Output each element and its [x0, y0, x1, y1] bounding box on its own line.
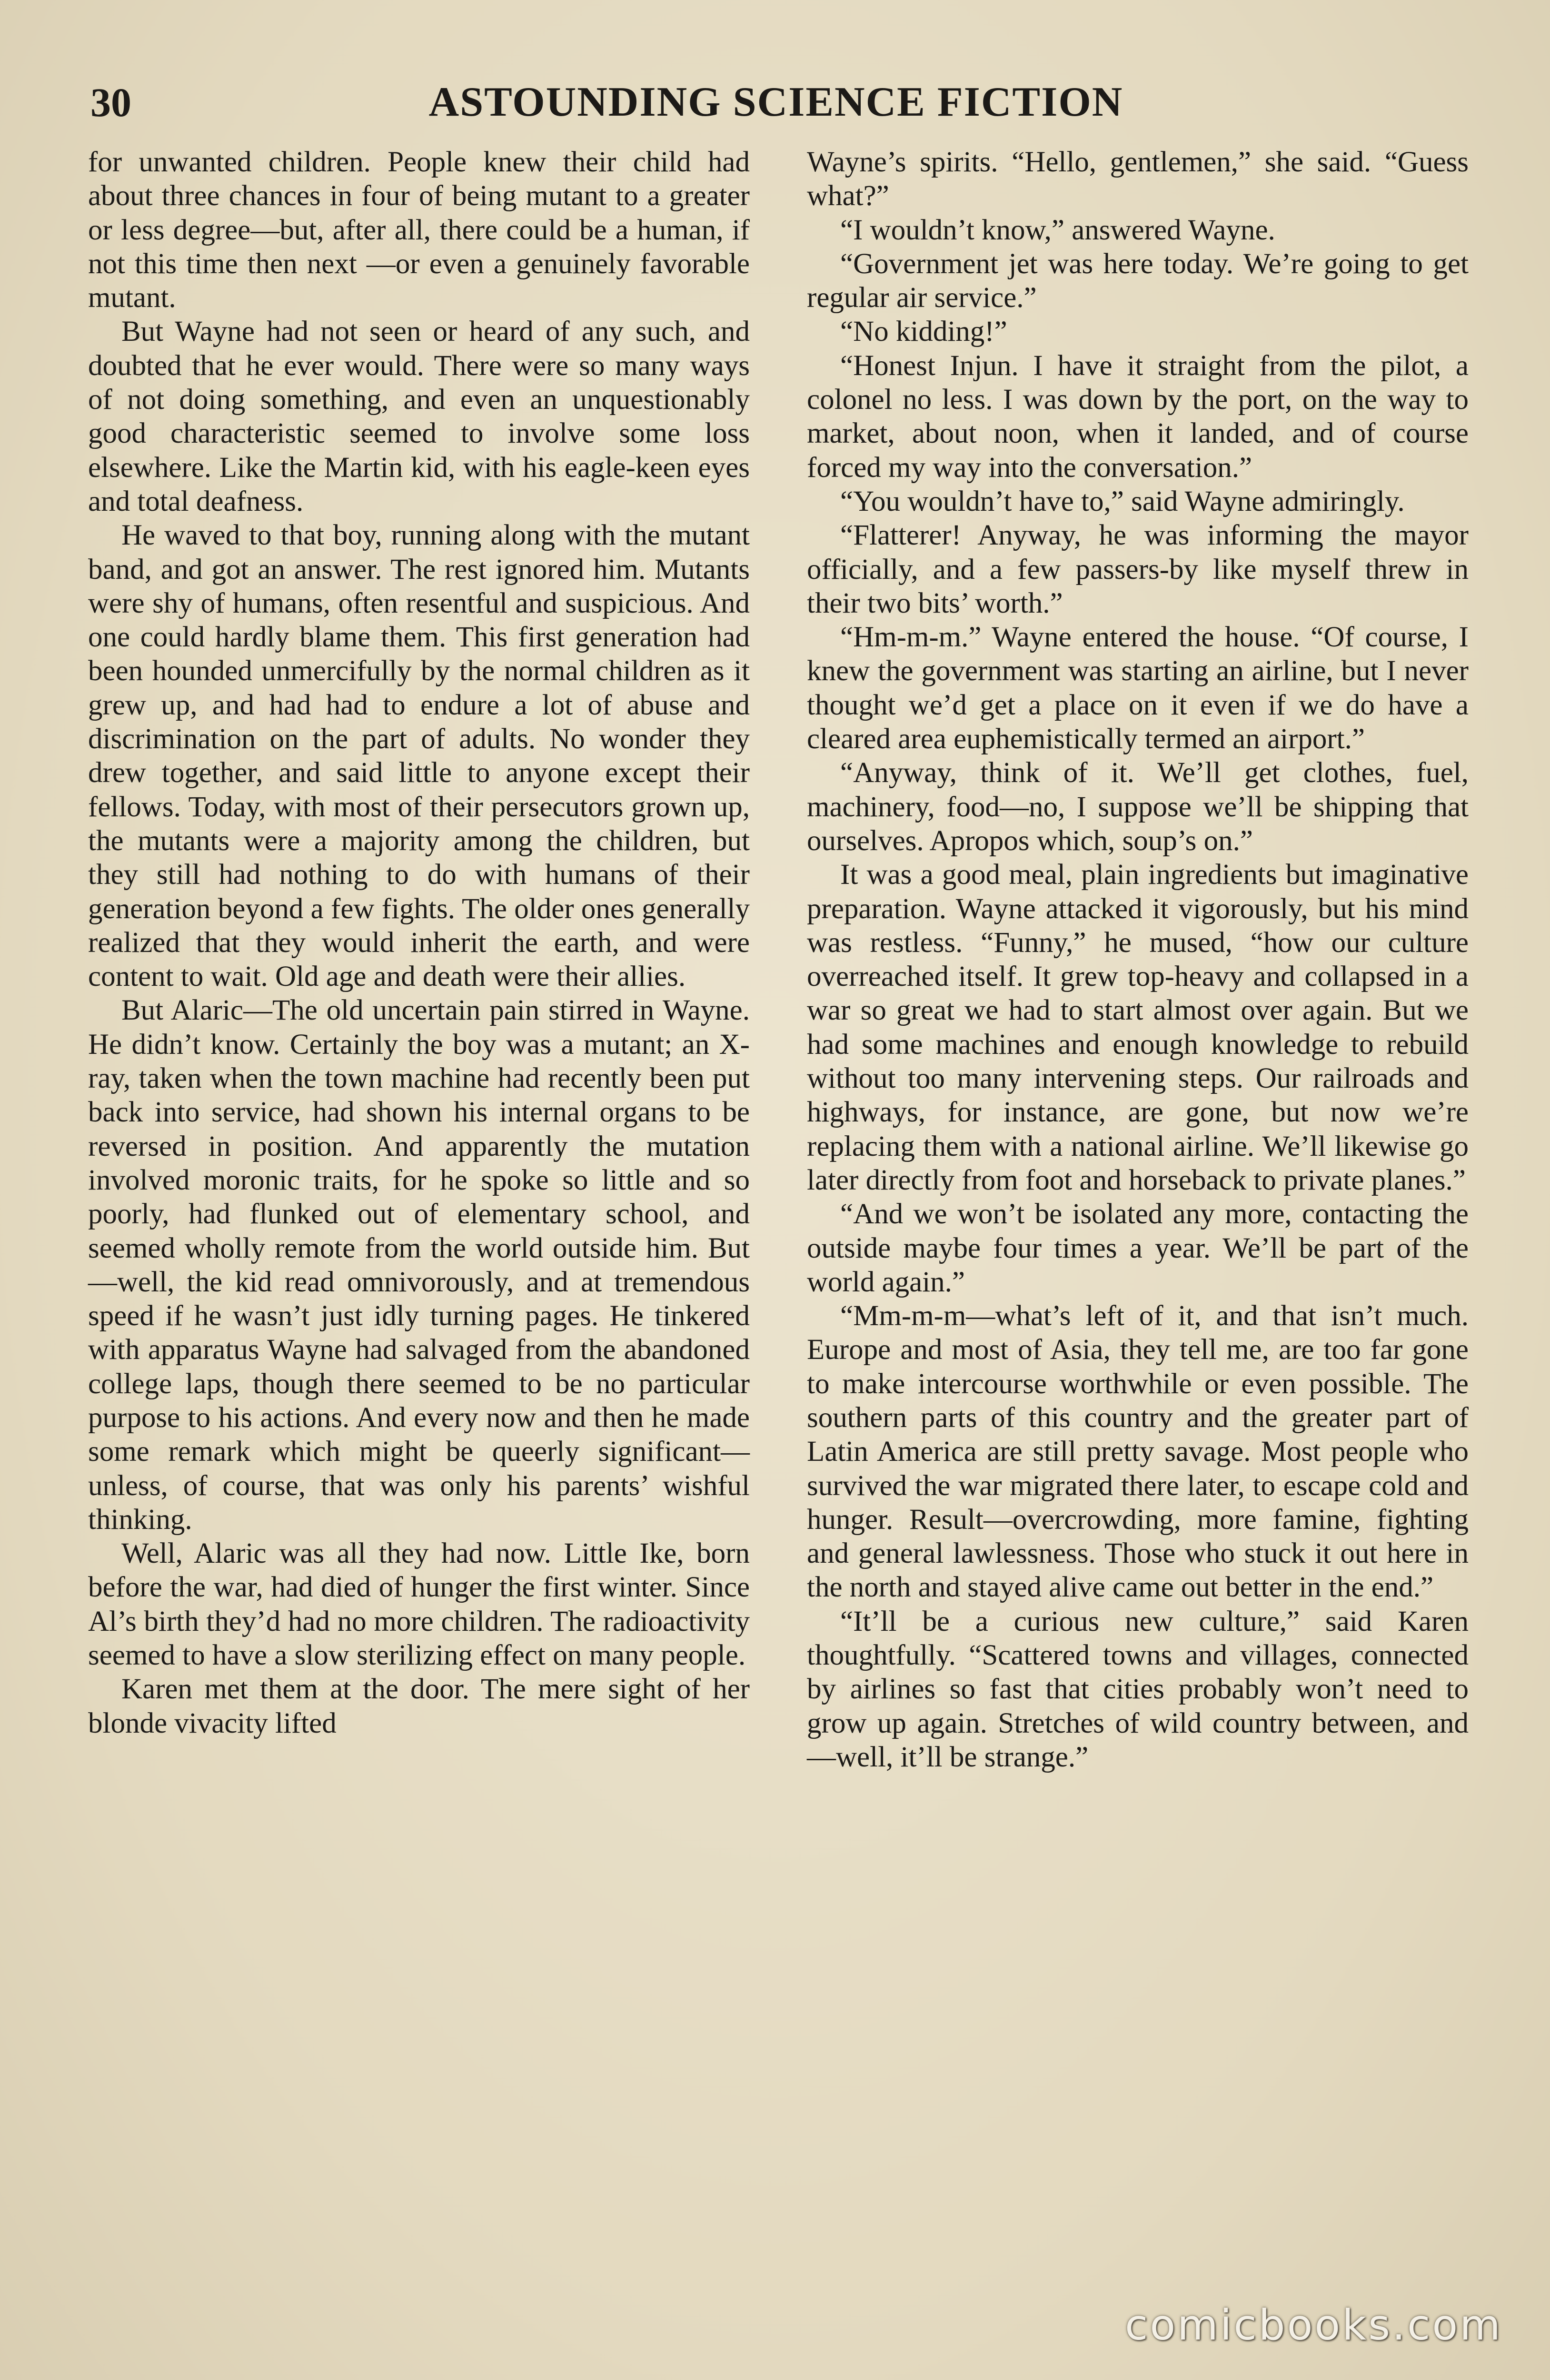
paragraph: “Mm-m-m—what’s left of it, and that isn’t much. Europe and most of Asia, they tell me, are too far gone to make intercourse worthwhile or even possible. The southern parts of this country and the greater part of Latin America are still pretty savage. Most people who survived the war migrated there later, to escape cold and hunger. Result—overcrowding, more famine, fighting and general lawlessness. Those who stuck it out here in the north and stayed alive came out better in the end.” — [807, 1300, 1469, 1604]
paragraph: for unwanted children. People knew their child had about three chances in four of being mutant to a greater or less degree—but, after all, there could be a human, if not this time then next —or even a genuinely favorable mutant. — [88, 146, 750, 314]
paragraph: He waved to that boy, running along with the mutant band, and got an answer. The rest ignored him. Mutants were shy of humans, often resentful and suspicious. And one could hardly blame them. This first generation had been hounded unmercifully by the normal children as it grew up, and had had to endure a lot of abuse and discrimination on the part of adults. No wonder they drew together, and said little to anyone except their fellows. Today, with most of their persecutors grown up, the mutants were a majority among the children, but they still had nothing to do with humans of their generation beyond a few fights. The older ones generally realized that they would inherit the earth, and were content to wait. Old age and death were their allies. — [88, 519, 750, 993]
paragraph: “Hm-m-m.” Wayne entered the house. “Of course, I knew the government was starting an airline, but I never thought we’d get a place on it even if we do have a cleared area euphemistically termed an airport.” — [807, 621, 1469, 755]
watermark: comicbooks.com — [1124, 2301, 1502, 2350]
page-header — [90, 71, 1461, 133]
running-head: ASTOUNDING SCIENCE FICTION — [428, 79, 1123, 125]
paragraph: It was a good meal, plain ingredients but imaginative preparation. Wayne attacked it vigorously, but his mind was restless. “Funny,” he mused, “how our culture overreached itself. It grew top-heavy and collapsed in a war so great we had to start almost over again. But we had some machines and enough knowledge to rebuild without too many intervening steps. Our railroads and highways, for instance, are gone, but now we’re replacing them with a national airline. We’ll likewise go later directly from foot and horseback to private planes.” — [807, 859, 1469, 1196]
paragraph: “It’ll be a curious new culture,” said Karen thoughtfully. “Scattered towns and villages, connected by airlines so fast that cities probably won’t need to grow up again. Stretches of wild country between, and—well, it’ll be strange.” — [807, 1605, 1469, 1773]
paragraph: “You wouldn’t have to,” said Wayne admiringly. — [840, 485, 1405, 517]
page-number: 30 — [90, 79, 131, 125]
paragraph: “Government jet was here today. We’re going to get regular air service.” — [807, 248, 1469, 314]
right-column — [807, 145, 1469, 1774]
paragraph: “And we won’t be isolated any more, contacting the outside maybe four times a year. We’ll be part of the world again.” — [807, 1198, 1469, 1298]
paragraph: “Honest Injun. I have it straight from the pilot, a colonel no less. I was down by the port, on the way to market, about noon, when it landed, and of course forced my way into the conversation.” — [807, 349, 1469, 484]
paragraph: “No kidding!” — [840, 316, 1007, 348]
paragraph: But Wayne had not seen or heard of any such, and doubted that he ever would. There were so many ways of not doing something, and even an unquestionably good characteristic seemed to involve some loss elsewhere. Like the Martin kid, with his eagle-keen eyes and total deafness. — [88, 316, 750, 517]
paragraph: “Anyway, think of it. We’ll get clothes, fuel, machinery, food—no, I suppose we’ll be shipping that ourselves. Apropos which, soup’s on.” — [807, 757, 1469, 857]
paragraph: Wayne’s spirits. “Hello, gentlemen,” she said. “Guess what?” — [807, 146, 1469, 212]
left-column — [88, 145, 750, 1740]
paragraph: Karen met them at the door. The mere sight of her blonde vivacity lifted — [88, 1673, 750, 1739]
paragraph: Well, Alaric was all they had now. Little Ike, born before the war, had died of hunger the first winter. Since Al’s birth they’d had no more children. The radioactivity seemed to have a slow sterilizing effect on many people. — [88, 1537, 750, 1672]
paragraph: But Alaric—The old uncertain pain stirred in Wayne. He didn’t know. Certainly the boy was a mutant; an X-ray, taken when the town machine had recently been put back into service, had shown his internal organs to be reversed in position. And apparently the mutation involved moronic traits, for he spoke so little and so poorly, had flunked out of elementary school, and seemed wholly remote from the world outside him. But —well, the kid read omnivorously, and at tremendous speed if he wasn’t just idly turning pages. He tinkered with apparatus Wayne had salvaged from the abandoned college laps, though there seemed to be no particular purpose to his actions. And every now and then he made some remark which might be queerly significant—unless, of course, that was only his parents’ wishful thinking. — [88, 994, 750, 1536]
paragraph: “I wouldn’t know,” answered Wayne. — [840, 214, 1275, 246]
paragraph: “Flatterer! Anyway, he was informing the mayor officially, and a few passers-by like myself threw in their two bits’ worth.” — [807, 519, 1469, 619]
